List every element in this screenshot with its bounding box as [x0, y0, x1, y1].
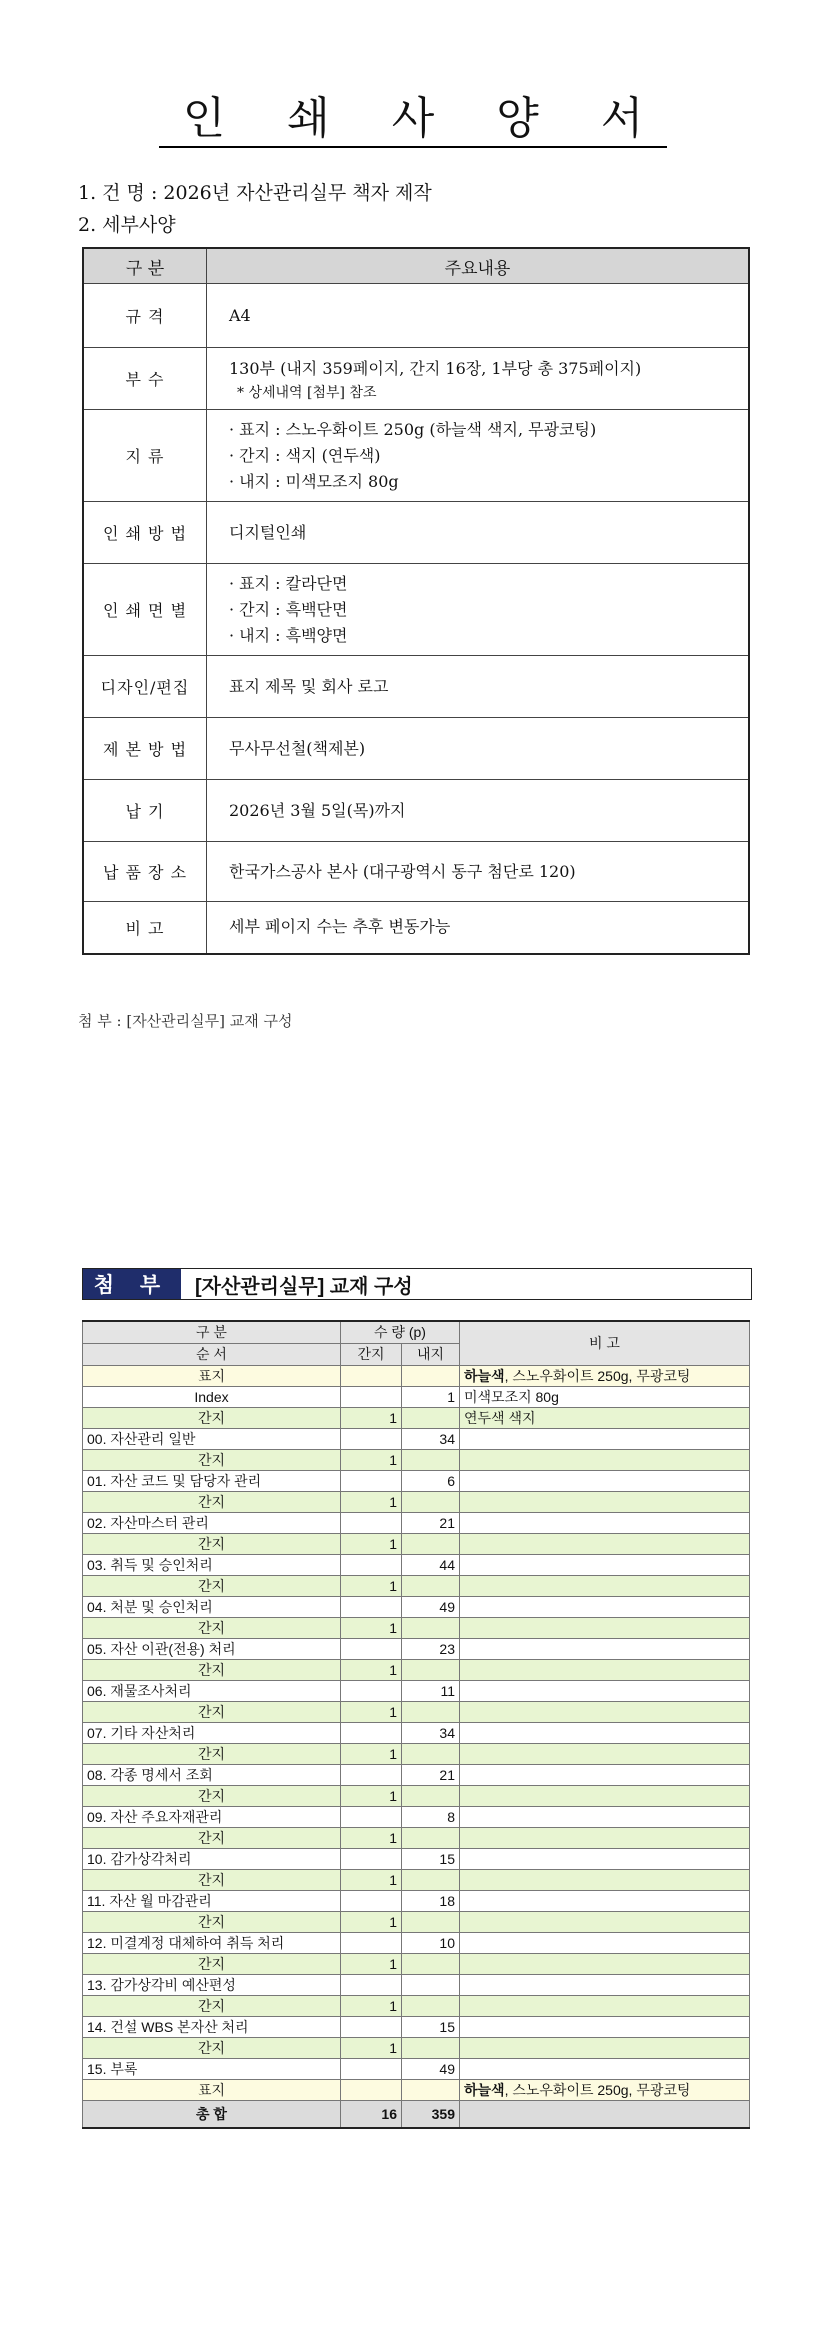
row-inner-count: 8 — [402, 1806, 460, 1827]
row-name: 02. 자산마스터 관리 — [83, 1512, 341, 1533]
row-inner-count — [402, 1827, 460, 1848]
row-divider-count: 1 — [341, 1827, 402, 1848]
row-remarks — [460, 1575, 750, 1596]
row-divider-count — [341, 1365, 402, 1386]
spec-label: 규 격 — [83, 284, 207, 348]
spec-value-line: A4 — [229, 305, 251, 325]
spec-value-line: · 내지 : 미색모조지 80g — [229, 471, 399, 491]
spec-value-line: 무사무선철(책제본) — [229, 738, 366, 758]
total-row — [83, 2100, 750, 2128]
remark-color: 하늘색 — [464, 1367, 505, 1384]
header-order: 순 서 — [83, 1343, 341, 1365]
spec-value-line: · 내지 : 흑백양면 — [229, 625, 348, 645]
document-title: 인 쇄 사 양 서 — [0, 82, 826, 146]
row-remarks — [460, 1827, 750, 1848]
spec-row — [83, 656, 749, 718]
spec-label: 디자인/편집 — [83, 656, 207, 718]
row-name: 10. 감가상각처리 — [83, 1848, 341, 1869]
row-name: 간지 — [83, 2037, 341, 2058]
spec-value-line: 표지 제목 및 회사 로고 — [229, 676, 389, 696]
row-remarks — [460, 1407, 750, 1428]
project-name-line: 1. 건 명 : 2026년 자산관리실무 책자 제작 — [78, 182, 432, 204]
spec-value — [207, 780, 750, 842]
row-divider-count: 1 — [341, 2037, 402, 2058]
total-inner-count: 359 — [402, 2100, 460, 2128]
spec-label: 인 쇄 방 법 — [83, 502, 207, 564]
total-divider-count: 16 — [341, 2100, 402, 2128]
attachment-title: [자산관리실무] 교재 구성 — [195, 1275, 413, 1298]
row-divider-count: 1 — [341, 1995, 402, 2016]
row-inner-count: 49 — [402, 2058, 460, 2079]
row-inner-count — [402, 1743, 460, 1764]
row-name: 06. 재물조사처리 — [83, 1680, 341, 1701]
header-inner-pages: 내지 — [402, 1343, 460, 1365]
details-heading: 2. 세부사양 — [78, 214, 176, 236]
spec-label: 비 고 — [83, 902, 207, 954]
row-divider-count: 1 — [341, 1701, 402, 1722]
spec-row — [83, 348, 749, 410]
composition-row — [83, 1596, 750, 1617]
spec-value-line: · 간지 : 색지 (연두색) — [229, 445, 381, 465]
spec-row — [83, 842, 749, 902]
row-remarks — [460, 1743, 750, 1764]
spec-value-line: 130부 (내지 359페이지, 간지 16장, 1부당 총 375페이지) — [229, 358, 642, 378]
composition-row — [83, 1491, 750, 1512]
remark-text: , 스노우화이트 250g, 무광코팅 — [504, 1367, 691, 1384]
row-remarks — [460, 1365, 750, 1386]
row-remarks — [460, 1386, 750, 1407]
row-remarks — [460, 1974, 750, 1995]
row-inner-count: 11 — [402, 1680, 460, 1701]
row-inner-count: 1 — [402, 1386, 460, 1407]
row-inner-count: 6 — [402, 1470, 460, 1491]
row-divider-count — [341, 1470, 402, 1491]
composition-row — [83, 1827, 750, 1848]
composition-row — [83, 1890, 750, 1911]
row-inner-count: 23 — [402, 1638, 460, 1659]
row-inner-count: 15 — [402, 2016, 460, 2037]
spec-label: 인 쇄 면 별 — [83, 564, 207, 656]
composition-row — [83, 1617, 750, 1638]
row-name: 12. 미결계정 대체하여 취득 처리 — [83, 1932, 341, 1953]
row-divider-count — [341, 1596, 402, 1617]
row-remarks — [460, 1554, 750, 1575]
attachment-header — [82, 1268, 752, 1300]
spec-value — [207, 502, 750, 564]
spec-note: * 상세내역 [첨부] 참조 — [237, 384, 377, 401]
row-name: 간지 — [83, 1407, 341, 1428]
spec-row — [83, 284, 749, 348]
composition-row — [83, 1995, 750, 2016]
spec-value-line: 세부 페이지 수는 추후 변동가능 — [229, 917, 451, 937]
composition-row — [83, 1638, 750, 1659]
spec-label: 납 기 — [83, 780, 207, 842]
spec-table — [82, 247, 750, 955]
remark-text: , 스노우화이트 250g, 무광코팅 — [504, 2081, 691, 2098]
composition-row — [83, 1722, 750, 1743]
composition-row — [83, 1701, 750, 1722]
row-inner-count — [402, 1911, 460, 1932]
row-remarks — [460, 2058, 750, 2079]
row-inner-count — [402, 1533, 460, 1554]
composition-row — [83, 2037, 750, 2058]
spec-value — [207, 718, 750, 780]
header-divider-pages: 간지 — [341, 1343, 402, 1365]
row-name: 간지 — [83, 1911, 341, 1932]
row-inner-count — [402, 1869, 460, 1890]
row-inner-count: 15 — [402, 1848, 460, 1869]
row-divider-count — [341, 1638, 402, 1659]
row-divider-count — [341, 1932, 402, 1953]
spec-value-line: 2026년 3월 5일(목)까지 — [229, 800, 406, 820]
row-remarks — [460, 1680, 750, 1701]
row-inner-count — [402, 2037, 460, 2058]
row-remarks — [460, 1764, 750, 1785]
row-name: 간지 — [83, 1617, 341, 1638]
row-name: 05. 자산 이관(전용) 처리 — [83, 1638, 341, 1659]
spec-row — [83, 718, 749, 780]
row-inner-count: 34 — [402, 1722, 460, 1743]
row-inner-count — [402, 1449, 460, 1470]
row-divider-count — [341, 1554, 402, 1575]
composition-row — [83, 1911, 750, 1932]
spec-label: 제 본 방 법 — [83, 718, 207, 780]
row-name: 간지 — [83, 1953, 341, 1974]
composition-row — [83, 1365, 750, 1386]
composition-row — [83, 1449, 750, 1470]
header-category: 구 분 — [83, 1321, 341, 1343]
row-divider-count — [341, 2016, 402, 2037]
row-divider-count: 1 — [341, 1911, 402, 1932]
row-remarks — [460, 1890, 750, 1911]
row-remarks — [460, 1995, 750, 2016]
row-remarks — [460, 1617, 750, 1638]
spec-header-category: 구 분 — [83, 248, 207, 284]
composition-row — [83, 1659, 750, 1680]
row-name: 간지 — [83, 1785, 341, 1806]
row-divider-count — [341, 2058, 402, 2079]
row-remarks — [460, 1449, 750, 1470]
row-divider-count — [341, 1722, 402, 1743]
spec-value — [207, 410, 750, 502]
row-name: 간지 — [83, 1869, 341, 1890]
spec-value — [207, 842, 750, 902]
row-name: 간지 — [83, 1995, 341, 2016]
row-inner-count — [402, 2079, 460, 2100]
row-name: 간지 — [83, 1743, 341, 1764]
row-remarks — [460, 1722, 750, 1743]
composition-row — [83, 1386, 750, 1407]
row-divider-count — [341, 2079, 402, 2100]
row-divider-count — [341, 1386, 402, 1407]
row-inner-count — [402, 1491, 460, 1512]
row-divider-count — [341, 1890, 402, 1911]
composition-row — [83, 1470, 750, 1491]
composition-row — [83, 1533, 750, 1554]
spec-row — [83, 502, 749, 564]
composition-row — [83, 2058, 750, 2079]
row-remarks — [460, 2079, 750, 2100]
row-divider-count: 1 — [341, 1575, 402, 1596]
composition-row — [83, 1743, 750, 1764]
row-divider-count: 1 — [341, 1491, 402, 1512]
row-remarks — [460, 1491, 750, 1512]
row-remarks — [460, 1512, 750, 1533]
row-name: 간지 — [83, 1491, 341, 1512]
row-name: 11. 자산 월 마감관리 — [83, 1890, 341, 1911]
spec-row — [83, 410, 749, 502]
row-divider-count — [341, 1512, 402, 1533]
composition-row — [83, 1428, 750, 1449]
row-divider-count: 1 — [341, 1869, 402, 1890]
row-inner-count: 34 — [402, 1428, 460, 1449]
spec-label: 부 수 — [83, 348, 207, 410]
spec-value-line: · 간지 : 흑백단면 — [229, 599, 348, 619]
row-name: 04. 처분 및 승인처리 — [83, 1596, 341, 1617]
row-inner-count — [402, 1365, 460, 1386]
row-divider-count — [341, 1806, 402, 1827]
composition-row — [83, 2079, 750, 2100]
composition-row — [83, 1554, 750, 1575]
row-remarks — [460, 1953, 750, 1974]
row-inner-count: 44 — [402, 1554, 460, 1575]
spec-row — [83, 564, 749, 656]
composition-row — [83, 2016, 750, 2037]
row-remarks — [460, 1701, 750, 1722]
row-name: Index — [83, 1386, 341, 1407]
row-name: 간지 — [83, 1575, 341, 1596]
composition-row — [83, 1407, 750, 1428]
composition-row — [83, 1953, 750, 1974]
row-remarks — [460, 1470, 750, 1491]
row-inner-count — [402, 1575, 460, 1596]
composition-table — [82, 1320, 750, 2129]
row-inner-count — [402, 1995, 460, 2016]
row-divider-count: 1 — [341, 1533, 402, 1554]
row-remarks — [460, 2037, 750, 2058]
row-name: 14. 건설 WBS 본자산 처리 — [83, 2016, 341, 2037]
row-name: 03. 취득 및 승인처리 — [83, 1554, 341, 1575]
composition-row — [83, 1512, 750, 1533]
spec-row — [83, 902, 749, 954]
spec-header-content: 주요내용 — [207, 248, 750, 284]
row-divider-count — [341, 1764, 402, 1785]
spec-value — [207, 564, 750, 656]
spec-value — [207, 902, 750, 954]
row-inner-count — [402, 1617, 460, 1638]
composition-row — [83, 1974, 750, 1995]
row-divider-count: 1 — [341, 1617, 402, 1638]
row-remarks — [460, 1911, 750, 1932]
header-quantity: 수 량 (p) — [341, 1321, 460, 1343]
row-name: 15. 부록 — [83, 2058, 341, 2079]
row-name: 간지 — [83, 1449, 341, 1470]
row-name: 간지 — [83, 1533, 341, 1554]
row-inner-count — [402, 1407, 460, 1428]
row-remarks — [460, 1869, 750, 1890]
row-remarks — [460, 1932, 750, 1953]
row-name: 01. 자산 코드 및 담당자 관리 — [83, 1470, 341, 1491]
spec-value-line: · 표지 : 칼라단면 — [229, 573, 348, 593]
row-remarks — [460, 1596, 750, 1617]
row-name: 09. 자산 주요자재관리 — [83, 1806, 341, 1827]
composition-row — [83, 1785, 750, 1806]
row-name: 13. 감가상각비 예산편성 — [83, 1974, 341, 1995]
row-remarks — [460, 2016, 750, 2037]
row-divider-count: 1 — [341, 1449, 402, 1470]
composition-row — [83, 1575, 750, 1596]
composition-row — [83, 1932, 750, 1953]
total-remarks — [460, 2100, 750, 2128]
row-inner-count: 21 — [402, 1512, 460, 1533]
attachment-badge: 첨 부 — [83, 1269, 181, 1299]
row-divider-count — [341, 1428, 402, 1449]
row-divider-count: 1 — [341, 1953, 402, 1974]
row-name: 간지 — [83, 1827, 341, 1848]
row-name: 간지 — [83, 1701, 341, 1722]
row-inner-count: 18 — [402, 1890, 460, 1911]
row-name: 07. 기타 자산처리 — [83, 1722, 341, 1743]
row-divider-count — [341, 1848, 402, 1869]
row-divider-count: 1 — [341, 1785, 402, 1806]
spec-value-line: · 표지 : 스노우화이트 250g (하늘색 색지, 무광코팅) — [229, 419, 597, 439]
row-remarks — [460, 1638, 750, 1659]
composition-row — [83, 1848, 750, 1869]
row-remarks — [460, 1659, 750, 1680]
row-divider-count: 1 — [341, 1659, 402, 1680]
row-remarks — [460, 1533, 750, 1554]
remark-color: 하늘색 — [464, 2081, 505, 2098]
composition-row — [83, 1680, 750, 1701]
spec-label: 지 류 — [83, 410, 207, 502]
row-divider-count: 1 — [341, 1407, 402, 1428]
spec-value — [207, 348, 750, 410]
total-label: 총 합 — [83, 2100, 341, 2128]
row-inner-count — [402, 1953, 460, 1974]
remark-text: 미색모조지 80g — [464, 1388, 559, 1405]
row-name: 표지 — [83, 2079, 341, 2100]
row-inner-count — [402, 1701, 460, 1722]
composition-row — [83, 1806, 750, 1827]
row-remarks — [460, 1428, 750, 1449]
row-divider-count: 1 — [341, 1743, 402, 1764]
composition-row — [83, 1869, 750, 1890]
row-name: 08. 각종 명세서 조회 — [83, 1764, 341, 1785]
remark-text: 연두색 색지 — [464, 1409, 536, 1426]
row-name: 간지 — [83, 1659, 341, 1680]
row-inner-count: 21 — [402, 1764, 460, 1785]
row-remarks — [460, 1785, 750, 1806]
spec-value-line: 디지털인쇄 — [229, 522, 307, 542]
row-remarks — [460, 1806, 750, 1827]
header-remarks: 비 고 — [460, 1321, 750, 1365]
spec-value — [207, 656, 750, 718]
row-divider-count — [341, 1680, 402, 1701]
row-inner-count — [402, 1785, 460, 1806]
spec-label: 납 품 장 소 — [83, 842, 207, 902]
row-inner-count: 49 — [402, 1596, 460, 1617]
row-name: 표지 — [83, 1365, 341, 1386]
spec-value — [207, 284, 750, 348]
spec-value-line: 한국가스공사 본사 (대구광역시 동구 첨단로 120) — [229, 861, 576, 881]
row-remarks — [460, 1848, 750, 1869]
row-inner-count: 10 — [402, 1932, 460, 1953]
row-inner-count — [402, 1974, 460, 1995]
attachment-note: 첨 부 : [자산관리실무] 교재 구성 — [78, 1012, 293, 1030]
composition-row — [83, 1764, 750, 1785]
row-divider-count — [341, 1974, 402, 1995]
row-inner-count — [402, 1659, 460, 1680]
spec-row — [83, 780, 749, 842]
row-name: 00. 자산관리 일반 — [83, 1428, 341, 1449]
